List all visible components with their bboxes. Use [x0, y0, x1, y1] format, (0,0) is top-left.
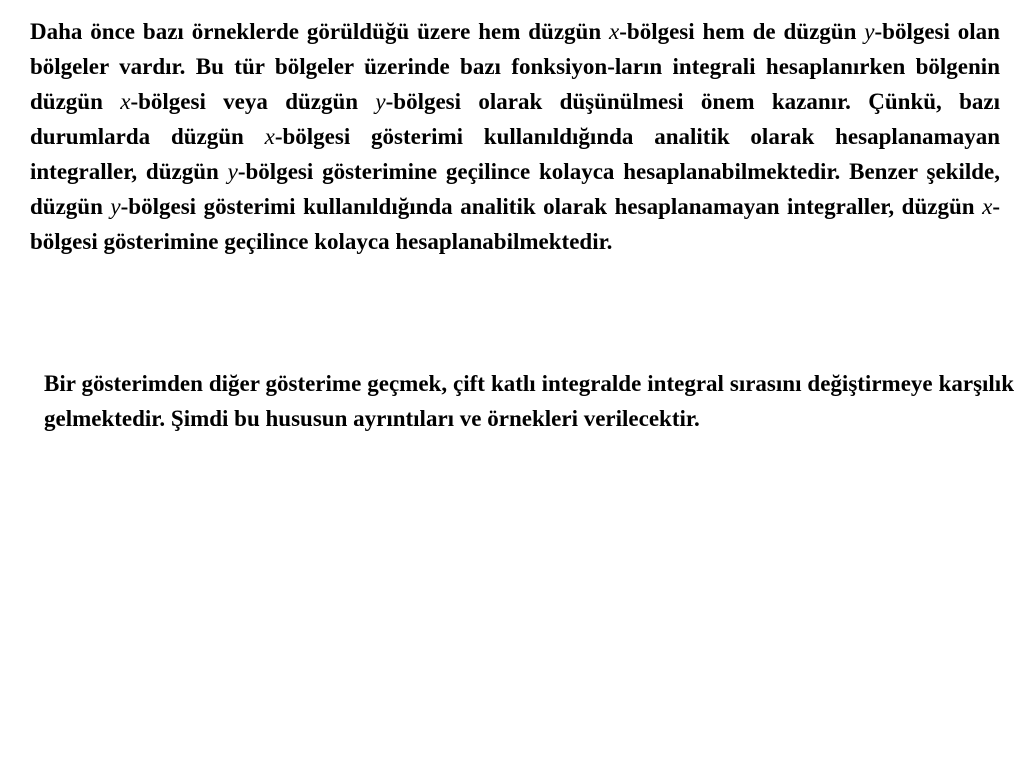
paragraph-regions [30, 14, 1000, 259]
variable-x: x [609, 19, 620, 44]
text-run: -bölgesi gösterimi kullanıldığında analitik olarak hesaplanamayan integraller, düzgün [120, 194, 983, 219]
variable-y: y [375, 89, 386, 114]
text-run: -bölgesi olarak düşünülmesi önem kazanır. Çünkü, bazı durumlarda düzgün [30, 89, 1000, 149]
variable-y: y [110, 194, 121, 219]
text-run: Daha önce bazı örneklerde görüldüğü üzere hem düzgün [30, 19, 610, 44]
text-run: -bölgesi gösterimi kullanıldığında analitik olarak hesaplanamayan integraller, düzgün [30, 124, 1000, 184]
variable-x: x [120, 89, 131, 114]
text-run: -bölgesi veya düzgün [130, 89, 376, 114]
variable-y: y [864, 19, 875, 44]
text-run: -bölgesi gösterimine geçilince kolayca hesaplanabilmektedir. [30, 194, 1000, 254]
paragraph-order-change: Bir gösterimden diğer gösterime geçmek, çift katlı integralde integral sırasını değiştirmeye karşılık gelmektedir. Şimdi bu hususun ayrıntıları ve örnekleri verilecektir. [44, 371, 1014, 431]
text-run: -bölgesi hem de düzgün [619, 19, 865, 44]
text-run: -bölgesi gösterimine geçilince kolayca hesaplanabilmektedir. Benzer şekilde, düzgün [30, 159, 1000, 219]
text-run: -bölgesi olan bölgeler vardır. Bu tür bölgeler üzerinde bazı fonksiyon-ların integrali hesaplanırken bölgenin düzgün [30, 19, 1000, 114]
variable-y: y [227, 159, 238, 184]
variable-x: x [264, 124, 275, 149]
variable-x: x [982, 194, 993, 219]
